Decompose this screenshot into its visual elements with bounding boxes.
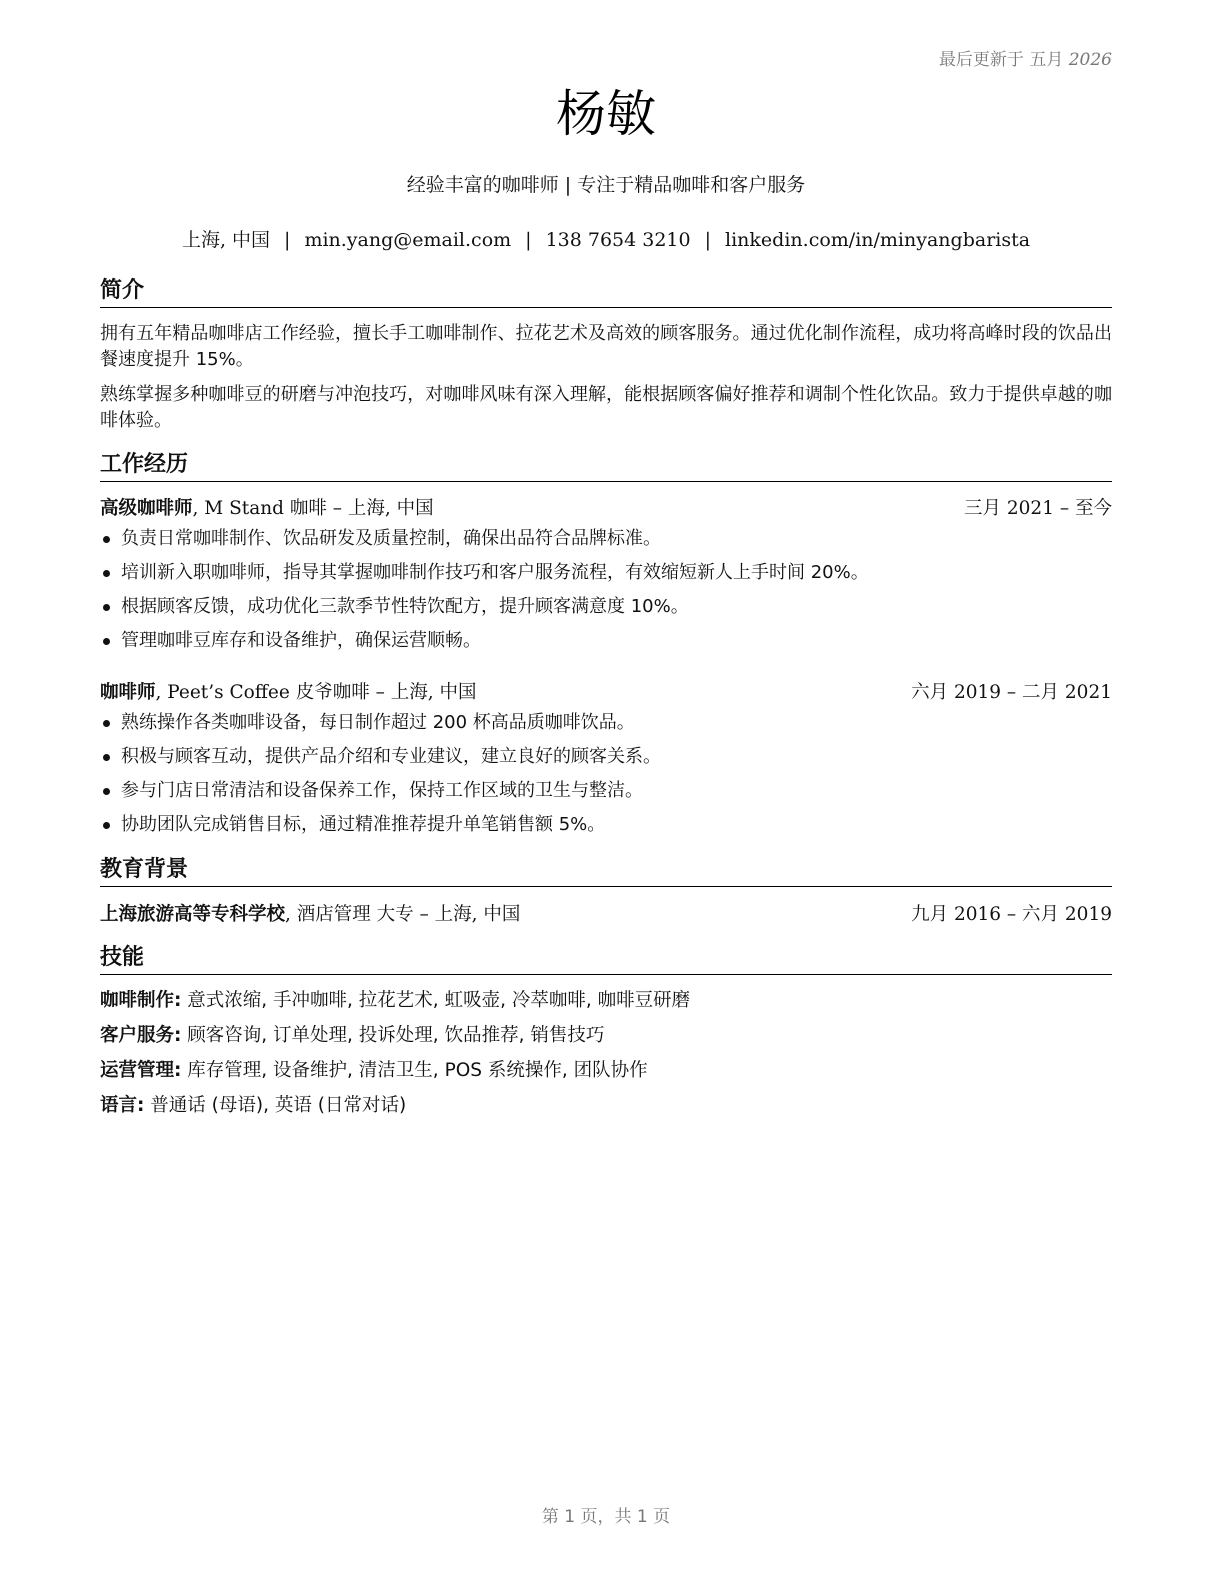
contact-email[interactable]: min.yang@email.com: [304, 229, 512, 251]
job-bullet-list: [100, 708, 1112, 844]
skill-value: 意式浓缩, 手冲咖啡, 拉花艺术, 虹吸壶, 冷萃咖啡, 咖啡豆研磨: [181, 990, 691, 1011]
job-title: 高级咖啡师: [100, 498, 193, 519]
contact-phone: 138 7654 3210: [545, 229, 691, 251]
bullet-text: 积极与顾客互动，提供产品介绍和专业建议，建立良好的顾客关系。: [121, 746, 661, 767]
bullet-text: 培训新入职咖啡师，指导其掌握咖啡制作技巧和客户服务流程，有效缩短新人上手时间 20%。: [121, 562, 869, 583]
list-item: [100, 776, 1112, 810]
tagline: 经验丰富的咖啡师 | 专注于精品咖啡和客户服务: [406, 174, 806, 196]
contact-linkedin[interactable]: linkedin.com/in/minyangbarista: [725, 229, 1031, 251]
summary-paragraph: 拥有五年精品咖啡店工作经验，擅长手工咖啡制作、拉花艺术及高效的顾客服务。通过优化制作流程，成功将高峰时段的饮品出餐速度提升 15%。: [100, 323, 1112, 370]
school-name: 上海旅游高等专科学校: [100, 904, 286, 925]
skill-row: [100, 1023, 1112, 1049]
bullet-dot-icon: [103, 570, 110, 577]
education-detail: , 酒店管理 大专 – 上海, 中国: [285, 904, 521, 925]
list-item: [100, 810, 1112, 844]
section-title-education: 教育背景: [100, 855, 1112, 887]
section-title-experience: 工作经历: [100, 450, 1112, 482]
bullet-text: 参与门店日常清洁和设备保养工作，保持工作区域的卫生与整洁。: [121, 780, 643, 801]
contact-separator: |: [284, 229, 291, 251]
summary-paragraph: 熟练掌握多种咖啡豆的研磨与冲泡技巧，对咖啡风味有深入理解，能根据顾客偏好推荐和调制个性化饮品。致力于提供卓越的咖啡体验。: [100, 384, 1112, 431]
section-title-summary: 简介: [100, 276, 1112, 308]
skill-row: [100, 1058, 1112, 1084]
last-updated-prefix: 最后更新于 五月: [938, 50, 1064, 70]
contact-separator: |: [704, 229, 712, 251]
resume-page: [100, 0, 1112, 1584]
list-item: [100, 742, 1112, 776]
skill-label: 客户服务:: [100, 1025, 182, 1046]
job-org: , M Stand 咖啡 – 上海, 中国: [192, 498, 434, 519]
skill-label: 咖啡制作:: [100, 990, 182, 1011]
bullet-text: 熟练操作各类咖啡设备，每日制作超过 200 杯高品质咖啡饮品。: [121, 712, 635, 733]
bullet-text: 管理咖啡豆库存和设备维护，确保运营顺畅。: [121, 630, 481, 651]
job-dates: 六月 2019 – 二月 2021: [911, 682, 1112, 703]
contact-separator: |: [525, 229, 532, 251]
list-item: [100, 524, 1112, 558]
skill-row: [100, 1093, 1112, 1119]
list-item: [100, 708, 1112, 742]
last-updated-year: 2026: [1068, 50, 1112, 70]
bullet-dot-icon: [103, 638, 110, 645]
skill-row: [100, 988, 1112, 1014]
job-org: , Peet’s Coffee 皮爷咖啡 – 上海, 中国: [155, 682, 477, 703]
job-header: [100, 680, 1112, 706]
skill-label: 语言:: [100, 1095, 145, 1116]
skill-label: 运营管理:: [100, 1060, 182, 1081]
job-bullet-list: [100, 524, 1112, 660]
contact-line: [100, 225, 1112, 252]
bullet-text: 根据顾客反馈，成功优化三款季节性特饮配方，提升顾客满意度 10%。: [121, 596, 689, 617]
job-header: [100, 496, 1112, 522]
candidate-name: 杨敏: [556, 85, 656, 143]
page-number: 第 1 页，共 1 页: [541, 1507, 671, 1527]
job-title: 咖啡师: [100, 682, 156, 703]
job-dates: 三月 2021 – 至今: [964, 498, 1112, 519]
bullet-dot-icon: [103, 754, 110, 761]
education-dates: 九月 2016 – 六月 2019: [911, 904, 1112, 925]
contact-location: 上海, 中国: [181, 229, 271, 251]
list-item: [100, 558, 1112, 592]
bullet-dot-icon: [103, 720, 110, 727]
education-entry: [100, 902, 1112, 928]
section-title-skills: 技能: [100, 943, 1112, 975]
bullet-dot-icon: [103, 536, 110, 543]
skill-value: 普通话 (母语), 英语 (日常对话): [144, 1095, 407, 1116]
bullet-text: 协助团队完成销售目标，通过精准推荐提升单笔销售额 5%。: [121, 814, 606, 835]
list-item: [100, 592, 1112, 626]
list-item: [100, 626, 1112, 660]
bullet-dot-icon: [103, 822, 110, 829]
bullet-text: 负责日常咖啡制作、饮品研发及质量控制，确保出品符合品牌标准。: [121, 528, 661, 549]
bullet-dot-icon: [103, 604, 110, 611]
skill-value: 库存管理, 设备维护, 清洁卫生, POS 系统操作, 团队协作: [181, 1060, 648, 1081]
skill-value: 顾客咨询, 订单处理, 投诉处理, 饮品推荐, 销售技巧: [181, 1025, 605, 1046]
last-updated: [939, 45, 1112, 70]
bullet-dot-icon: [103, 788, 110, 795]
